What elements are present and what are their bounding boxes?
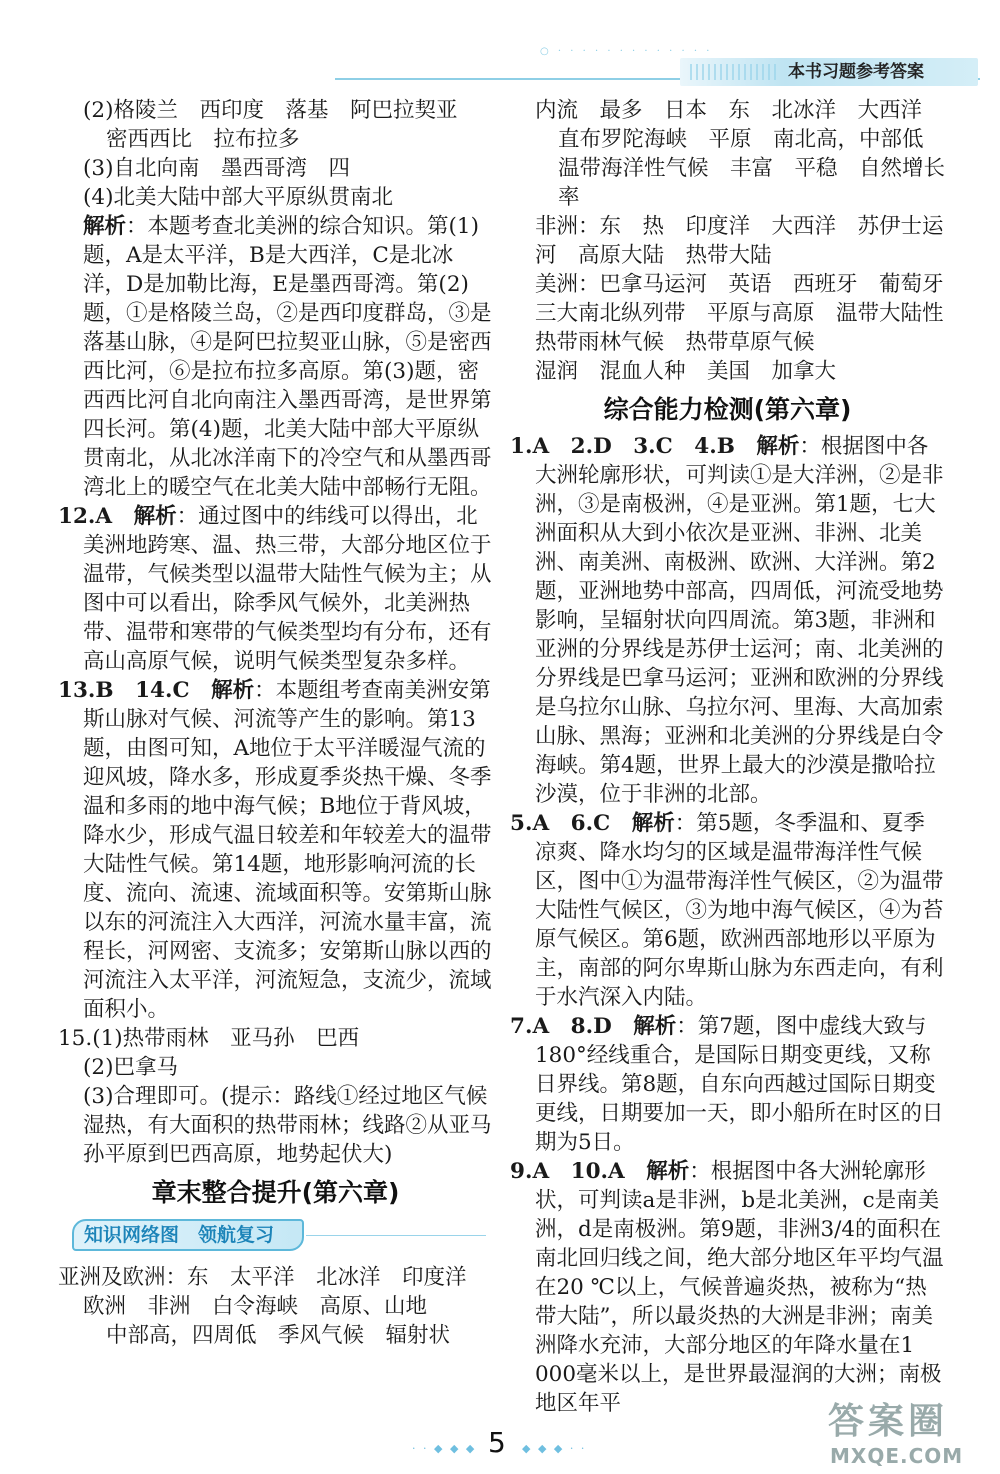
explanation-label: 解析	[211, 678, 255, 703]
page-number-decoration-left: · · ◆ ◆ ◆	[412, 1442, 477, 1455]
page-number-decoration-right: ◆ ◆ ◆ · ·	[522, 1442, 587, 1455]
q11-part3: (3)自北向南 墨西哥湾 四	[83, 156, 350, 181]
explanation-text: ：通过图中的纬线可以得出，北美洲地跨寒、温、热三带，大部分地区位于温带，气候类型以温带大陆性气候为主；从图中可以看出，除季风气候外，北美洲热带、温带和寒带的气候类型均有分布，还有高山高原气候，说明气候类型复杂多样。	[83, 504, 492, 674]
knowledge-net-line1: 内流 最多 日本 东 北冰洋 大西洋	[535, 98, 923, 123]
q15-part1: 15.(1)热带雨林 亚马孙 巴西	[58, 1026, 360, 1051]
header-stripes	[690, 64, 780, 80]
left-column	[58, 96, 493, 1350]
answer-number: 7.A 8.D	[510, 1014, 634, 1039]
explanation-label: 解析	[83, 214, 127, 239]
explanation-text: ：本题组考查南美洲安第斯山脉对气候、河流等产生的影响。第13题，由图可知，A地位于太平洋暖湿气流的迎风坡，降水多，形成夏季炎热干燥、冬季温和多雨的地中海气候；B地位于背风坡，降水少，形成气温日较差和年较差大的温带大陆性气候。第14题，地形影响河流的长度、流向、流速、流域面积等。安第斯山脉以东的河流注入大西洋，河流水量丰富，流程长，河网密、支流多；安第斯山脉以西的河流注入太平洋，河流短急，支流少，流域面积小。	[83, 678, 492, 1022]
knowledge-net-line3: 温带海洋性气候 丰富 平稳 自然增长率	[558, 156, 946, 210]
explanation-text: ：本题考查北美洲的综合知识。第(1)题，A是太平洋，B是大西洋，C是北冰洋，D是加勒比海，E是墨西哥湾。第(2)题，①是格陵兰岛，②是西印度群岛，③是落基山脉，④是阿巴拉契亚山脉，⑤是密西西比河，⑥是拉布拉多高原。第(3)题，密西西比河自北向南注入墨西哥湾，是世界第四长河。第(4)题，北美大陆中部大平原纵贯南北，从北冰洋南下的冷空气和从墨西哥湾北上的暖空气在北美大陆中部畅行无阻。	[83, 214, 492, 500]
explanation-label: 解析	[631, 811, 675, 836]
q5-6-answer	[510, 809, 945, 1012]
answer-number: 9.A 10.A	[510, 1159, 647, 1184]
q11-part2a: (2)格陵兰 西印度 落基 阿巴拉契亚	[83, 98, 458, 123]
explanation-label: 解析	[633, 1014, 677, 1039]
q11-part4: (4)北美大陆中部大平原纵贯南北	[83, 185, 393, 210]
answer-number: 1.A 2.D 3.C 4.B	[510, 434, 757, 459]
q7-8-answer	[510, 1012, 945, 1157]
explanation-label: 解析	[646, 1159, 690, 1184]
section-title-comprehensive-test: 综合能力检测(第六章)	[603, 395, 852, 424]
answer-number: 12.A	[58, 504, 134, 529]
running-header-title: 本书习题参考答案	[788, 62, 924, 82]
answer-number: 13.B 14.C	[58, 678, 212, 703]
banner-label: 知识网络图 领航复习	[84, 1224, 275, 1246]
q13-14-answer	[58, 676, 493, 1024]
q9-10-answer	[510, 1157, 945, 1418]
knowledge-net-asia-europe: 亚洲及欧洲：东 太平洋 北冰洋 印度洋 欧洲 非洲 白令海峡 高原、山地	[58, 1265, 489, 1319]
q12-answer	[58, 502, 493, 676]
watermark-url: MXQE.COM	[830, 1444, 964, 1468]
knowledge-map-banner	[58, 1215, 493, 1255]
explanation-text: ：根据图中各大洲轮廓形状，可判读①是大洋洲，②是非洲，③是南极洲，④是亚洲。第1题，七大洲面积从大到小依次是亚洲、非洲、北美洲、南美洲、南极洲、欧洲、大洋洲。第2题，亚洲地势中部高，四周低，河流受地势影响，呈辐射状向四周流。第3题，非洲和亚洲的分界线是苏伊士运河；南、北美洲的分界线是巴拿马运河；亚洲和欧洲的分界线是乌拉尔山脉、乌拉尔河、里海、大高加索山脉、黑海；亚洲和北美洲的分界线是白令海峡。第4题，世界上最大的沙漠是撒哈拉沙漠，位于非洲的北部。	[535, 434, 944, 807]
right-column	[510, 96, 966, 1418]
knowledge-net-america: 美洲：巴拿马运河 英语 西班牙 葡萄牙 三大南北纵列带 平原与高原 温带大陆性 热带雨林气候 热带草原气候	[535, 272, 966, 355]
knowledge-net-asia-europe-cont: 中部高，四周低 季风气候 辐射状	[106, 1323, 451, 1348]
explanation-label: 解析	[756, 434, 800, 459]
q15-part3: (3)合理即可。(提示：路线①经过地区气候湿热，有大面积的热带雨林；线路②从亚马孙平原到巴西高原，地势起伏大)	[83, 1084, 492, 1167]
knowledge-net-line2: 直布罗陀海峡 平原 南北高，中部低	[558, 127, 924, 152]
banner-rule	[306, 1235, 486, 1236]
watermark-logo: 答案圈	[828, 1401, 949, 1442]
section-title-chapter-summary: 章末整合提升(第六章)	[151, 1178, 400, 1207]
q11-explanation	[58, 212, 493, 502]
q15-part2: (2)巴拿马	[83, 1055, 178, 1080]
q11-part2b: 密西西比 拉布拉多	[106, 127, 300, 152]
knowledge-net-america-cont: 湿润 混血人种 美国 加拿大	[535, 359, 837, 384]
knowledge-net-africa: 非洲：东 热 印度洋 大西洋 苏伊士运河 高原大陆 热带大陆	[535, 214, 944, 268]
explanation-text: ：根据图中各大洲轮廓形状，可判读a是非洲，b是北美洲，c是南美洲，d是南极洲。第9题，非洲3/4的面积在南北回归线之间，绝大部分地区年平均气温在20 ℃以上，气候普遍炎热，被称为“热带大陆”，所以最炎热的大洲是非洲；南美洲降水充沛，大部分地区的年降水量在1 000毫米以上，是世界最湿润的大洲；南极地区年平	[535, 1159, 944, 1416]
header-decoration: ○ · · · · · · · · · · · · ·	[540, 46, 713, 57]
page-number: 5	[488, 1426, 506, 1459]
answer-number: 5.A 6.C	[510, 811, 632, 836]
explanation-text: ：第5题，冬季温和、夏季凉爽、降水均匀的区域是温带海洋性气候区，图中①为温带海洋性气候区，②为温带大陆性气候区，③为地中海气候区，④为苔原气候区。第6题，欧洲西部地形以平原为主，南部的阿尔卑斯山脉为东西走向，有利于水汽深入内陆。	[535, 811, 944, 1010]
explanation-label: 解析	[133, 504, 177, 529]
q1-4-answer	[510, 432, 945, 809]
explanation-text: ：第7题，图中虚线大致与180°经线重合，是国际日期变更线，又称日界线。第8题，自东向西越过国际日期变更线，日期要加一天，即小船所在时区的日期为5日。	[535, 1014, 944, 1155]
